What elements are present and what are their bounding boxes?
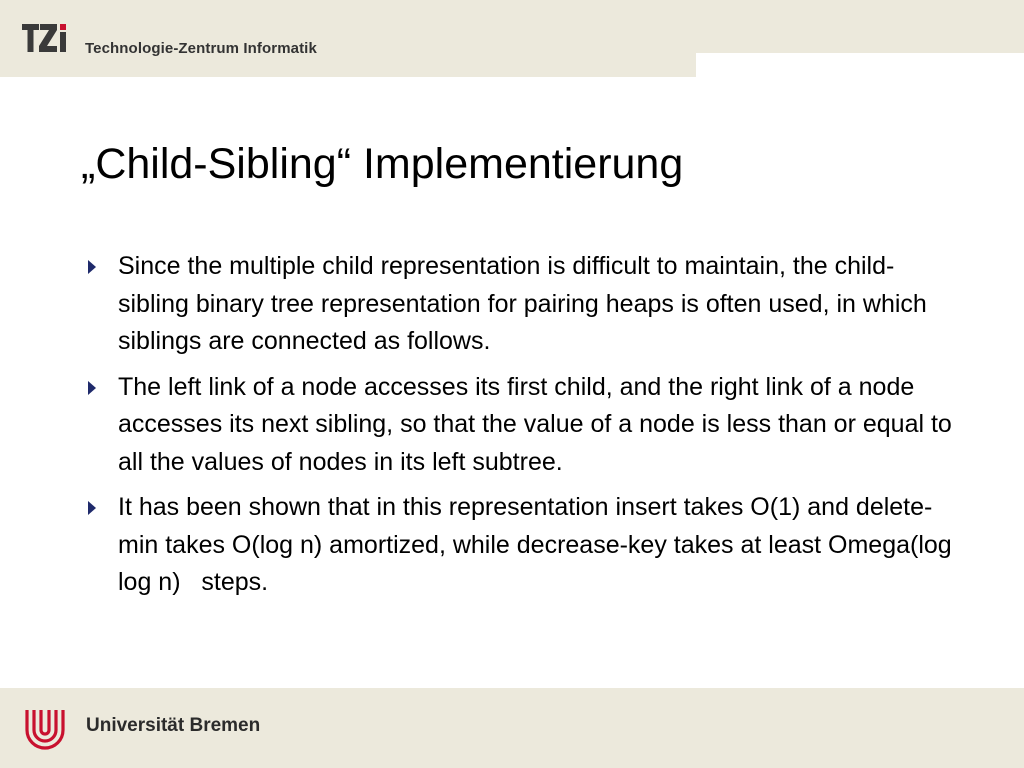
university-logo-icon: [23, 706, 67, 750]
bullet-text: Since the multiple child representation is difficult to maintain, the child-sibling binary tree representation for pairing heaps is often used, in which siblings are connected as follows.: [118, 252, 927, 355]
tzi-logo: [22, 22, 74, 56]
slide-title: „Child-Sibling“ Implementierung: [81, 140, 684, 188]
bullet-list: [84, 248, 964, 610]
bullet-arrow-icon: [88, 381, 96, 395]
bullet-text: The left link of a node accesses its first child, and the right link of a node accesses its next sibling, so that the value of a node is less than or equal to all the values of nodes in its left subtree.: [118, 372, 952, 476]
institute-name: Technologie-Zentrum Informatik: [85, 40, 317, 57]
bullet-arrow-icon: [88, 260, 96, 274]
university-name: Universität Bremen: [86, 715, 261, 736]
bullet-item: [84, 248, 964, 361]
bullet-arrow-icon: [88, 501, 96, 515]
bullet-item: [84, 369, 964, 482]
bullet-text: It has been shown that in this representation insert takes O(1) and delete-min takes O(log n) amortized, while decrease-key takes at least Omega(log log n) steps.: [118, 493, 959, 596]
bullet-item: [84, 489, 964, 602]
